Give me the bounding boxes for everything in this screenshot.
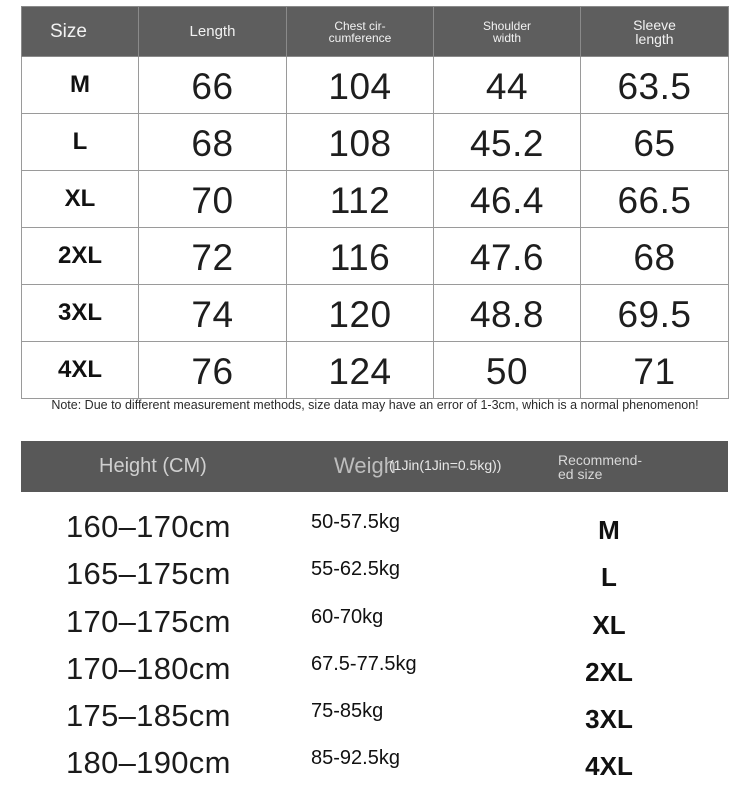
list-item (0, 647, 750, 694)
size-cell: 3XL (22, 285, 139, 342)
shoulder-cell: 45.2 (434, 114, 581, 171)
height-range: 175–185cm (66, 698, 231, 734)
size-cell: 2XL (22, 228, 139, 285)
measurement-note: Note: Due to different measurement methods, size data may have an error of 1-3cm, which is a normal phenomenon! (51, 398, 699, 412)
sleeve-cell: 66.5 (581, 171, 729, 228)
table-row (22, 171, 729, 228)
height-range: 170–180cm (66, 650, 231, 686)
sleeve-cell: 69.5 (581, 285, 729, 342)
header-chest: Chest cir- cumference (287, 7, 434, 57)
header-length: Length (139, 7, 287, 57)
header-weight: Weigh (334, 453, 396, 478)
chest-cell: 108 (287, 114, 434, 171)
list-item (0, 600, 750, 647)
weight-range: 85-92.5kg (311, 747, 400, 770)
header-weight-note: (1Jin(1Jin=0.5kg)) (389, 457, 502, 473)
height-range: 180–190cm (66, 745, 231, 781)
sleeve-cell: 68 (581, 228, 729, 285)
length-cell: 72 (139, 228, 287, 285)
weight-range: 75-85kg (311, 700, 384, 723)
recommended-size: 3XL (585, 704, 633, 735)
recommend-table-header (21, 441, 728, 492)
weight-range: 60-70kg (311, 605, 384, 628)
recommend-table-body (0, 505, 750, 789)
weight-range: 55-62.5kg (311, 558, 400, 581)
shoulder-cell: 48.8 (434, 285, 581, 342)
recommended-size: XL (592, 609, 626, 640)
length-cell: 70 (139, 171, 287, 228)
table-row (22, 285, 729, 342)
chest-cell: 124 (287, 342, 434, 399)
chest-cell: 104 (287, 57, 434, 114)
size-chart-table (21, 6, 729, 399)
size-cell: XL (22, 171, 139, 228)
table-row (22, 114, 729, 171)
shoulder-cell: 50 (434, 342, 581, 399)
chest-cell: 112 (287, 171, 434, 228)
list-item (0, 741, 750, 788)
header-shoulder: Shoulder width (434, 7, 581, 57)
recommended-size: M (598, 515, 620, 545)
height-range: 170–175cm (66, 603, 231, 639)
height-range: 160–170cm (66, 509, 231, 544)
length-cell: 76 (139, 342, 287, 399)
sleeve-cell: 71 (581, 342, 729, 399)
shoulder-cell: 47.6 (434, 228, 581, 285)
weight-range: 50-57.5kg (311, 511, 400, 533)
recommended-size: 4XL (585, 751, 633, 782)
length-cell: 74 (139, 285, 287, 342)
recommended-size: L (601, 562, 617, 593)
weight-range: 67.5-77.5kg (311, 652, 417, 675)
size-cell: 4XL (22, 342, 139, 399)
table-row (22, 57, 729, 114)
sleeve-cell: 63.5 (581, 57, 729, 114)
size-cell: L (22, 114, 139, 171)
header-sleeve: Sleeve length (581, 7, 729, 57)
size-chart-header (22, 7, 729, 57)
length-cell: 66 (139, 57, 287, 114)
size-cell: M (22, 57, 139, 114)
shoulder-cell: 46.4 (434, 171, 581, 228)
header-height: Height (CM) (99, 455, 207, 477)
chest-cell: 120 (287, 285, 434, 342)
chest-cell: 116 (287, 228, 434, 285)
height-range: 165–175cm (66, 556, 231, 592)
sleeve-cell: 65 (581, 114, 729, 171)
list-item (0, 552, 750, 599)
length-cell: 68 (139, 114, 287, 171)
table-row (22, 342, 729, 399)
recommended-size: 2XL (585, 656, 633, 687)
table-row (22, 228, 729, 285)
header-recommended-size: Recommend- ed size (558, 452, 643, 482)
list-item (0, 505, 750, 552)
shoulder-cell: 44 (434, 57, 581, 114)
list-item (0, 694, 750, 741)
header-size: Size (22, 7, 139, 57)
